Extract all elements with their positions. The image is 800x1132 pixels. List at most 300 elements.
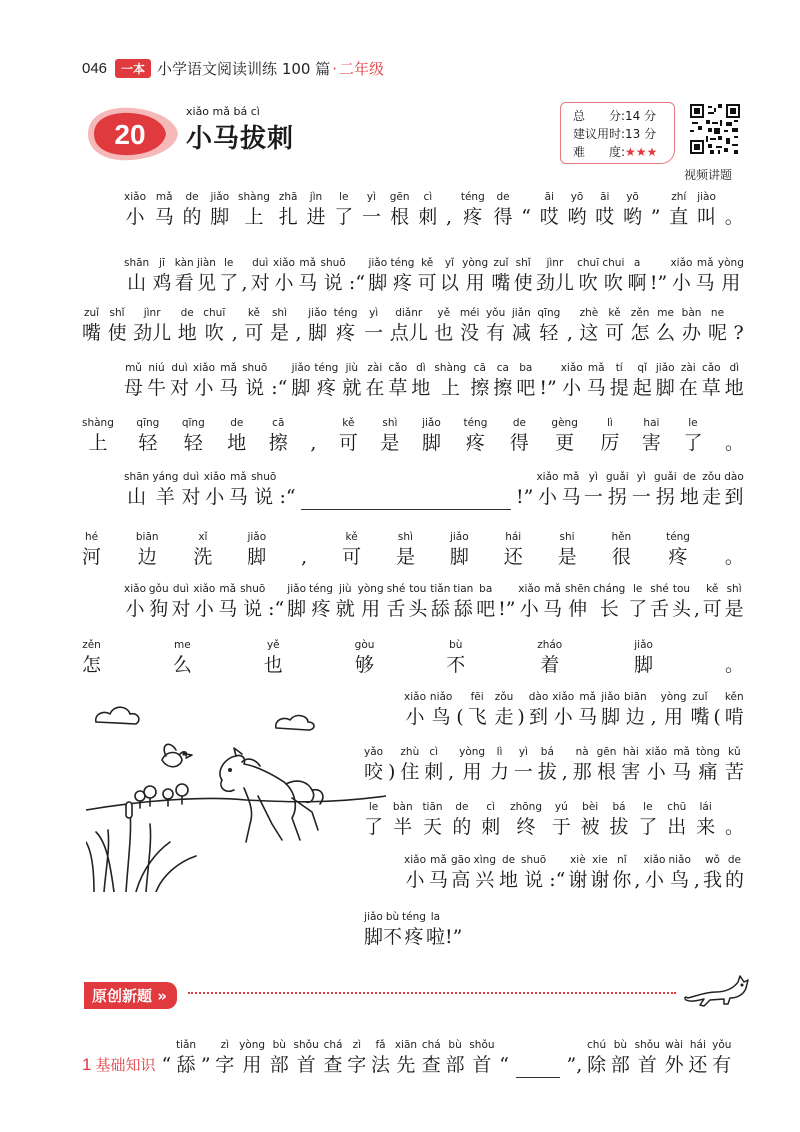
- text-segment: [218, 582, 237, 622]
- pinyin: xìng: [473, 854, 496, 866]
- hanzi: 终: [516, 816, 536, 838]
- hanzi: ): [387, 761, 396, 783]
- text-segment: [301, 530, 307, 570]
- hanzi: ,: [693, 598, 700, 620]
- pinyin: jiǎo: [291, 362, 311, 374]
- text-segment: [364, 306, 383, 346]
- hanzi: 疼: [404, 926, 424, 948]
- text-segment: [490, 745, 509, 785]
- text-segment: [324, 1038, 343, 1078]
- text-segment: [124, 470, 149, 510]
- text-segment: [602, 256, 624, 296]
- text-segment: [342, 530, 361, 570]
- hanzi: 轻: [183, 432, 203, 454]
- text-segment: [517, 690, 524, 730]
- pinyin: yǒu: [485, 307, 506, 319]
- text-segment: [696, 800, 715, 840]
- text-segment: [529, 690, 549, 730]
- hanzi: !”: [444, 926, 463, 948]
- text-segment: [543, 582, 562, 622]
- hanzi: 使: [107, 322, 127, 344]
- text-segment: [680, 470, 699, 510]
- text-segment: [460, 306, 480, 346]
- story-line: [364, 800, 744, 840]
- hanzi: 可: [338, 432, 358, 454]
- pinyin: gēn: [596, 746, 617, 758]
- hanzi: 够: [355, 654, 375, 676]
- pinyin: shān: [124, 257, 150, 269]
- hanzi: 呢: [707, 322, 727, 344]
- text-segment: [238, 190, 270, 230]
- hanzi: “: [499, 1054, 510, 1076]
- text-segment: [175, 256, 194, 296]
- pinyin: yō: [570, 191, 584, 203]
- pinyin: jiù: [345, 362, 359, 374]
- text-segment: [605, 306, 624, 346]
- pinyin: shàng: [82, 417, 114, 429]
- pinyin: zhè: [579, 307, 599, 319]
- pinyin: kě: [342, 417, 355, 429]
- hanzi: 不: [383, 926, 403, 948]
- pinyin: kě: [247, 307, 260, 319]
- pinyin: cā: [473, 362, 486, 374]
- text-segment: [724, 470, 744, 510]
- hanzi: 上: [440, 377, 460, 399]
- text-segment: [152, 256, 171, 296]
- hanzi: ): [517, 706, 525, 728]
- hanzi: 这: [579, 322, 599, 344]
- text-segment: [136, 530, 159, 570]
- text-segment: [624, 690, 647, 730]
- hanzi: 小: [405, 706, 425, 728]
- hanzi: 根: [390, 206, 410, 228]
- hanzi: 字: [215, 1054, 235, 1076]
- pinyin: nǐ: [617, 854, 627, 866]
- text-segment: [734, 306, 744, 346]
- hanzi: 草: [388, 377, 408, 399]
- pinyin: niǎo: [668, 854, 691, 866]
- text-segment: [643, 853, 665, 893]
- pinyin: shēn: [565, 583, 591, 595]
- hanzi: 查: [421, 1054, 441, 1076]
- hanzi: 嘴: [82, 322, 102, 344]
- pinyin: xiè: [570, 854, 586, 866]
- text-segment: [264, 638, 283, 678]
- text-segment: [672, 745, 691, 785]
- pinyin: zài: [367, 362, 383, 374]
- pinyin: téng: [390, 257, 415, 269]
- hanzi: 是: [395, 546, 415, 568]
- pinyin: shi: [559, 531, 575, 543]
- text-segment: [124, 582, 146, 622]
- pinyin: jiǎo: [364, 911, 383, 923]
- grade-separator: ·: [332, 59, 337, 78]
- hanzi: 母: [124, 377, 144, 399]
- series-title: 小学语文阅读训练 100 篇: [157, 60, 331, 78]
- text-segment: [136, 416, 159, 456]
- text-segment: [611, 530, 631, 570]
- pinyin: a: [633, 257, 641, 269]
- hanzi: 没: [460, 322, 480, 344]
- hanzi: 么: [656, 322, 676, 344]
- hanzi: 脚: [364, 926, 384, 948]
- trees: [135, 784, 188, 808]
- pinyin: xie: [592, 854, 608, 866]
- time-label: 建议用时:: [573, 127, 626, 141]
- pinyin: téng: [460, 191, 485, 203]
- pinyin: tí: [615, 362, 623, 374]
- pinyin: chuī: [577, 257, 600, 269]
- hanzi: 脚: [291, 377, 311, 399]
- hanzi: 你: [612, 869, 632, 891]
- hanzi: 地: [177, 322, 197, 344]
- pinyin: chū: [667, 801, 687, 813]
- pinyin: fǎ: [375, 1039, 386, 1051]
- text-segment: [430, 690, 452, 730]
- hanzi: 脚: [601, 706, 621, 728]
- lesson-title: 小马拔刺: [186, 124, 295, 154]
- hanzi: 山: [127, 272, 147, 294]
- text-segment: [494, 190, 513, 230]
- pinyin: bèi: [582, 801, 599, 813]
- hanzi: 直: [669, 206, 689, 228]
- hanzi: 首: [637, 1054, 657, 1076]
- text-segment: [152, 470, 178, 510]
- hanzi: 外: [664, 1054, 684, 1076]
- pinyin: hé: [84, 531, 99, 543]
- text-segment: [170, 361, 189, 401]
- hanzi: 部: [445, 1054, 465, 1076]
- text-segment: [371, 1038, 390, 1078]
- text-segment: [368, 256, 387, 296]
- text-segment: [215, 1038, 234, 1078]
- pinyin: chá: [323, 1039, 343, 1051]
- hanzi: 小: [519, 598, 539, 620]
- hanzi: 啊: [627, 272, 647, 294]
- hanzi: 了: [219, 272, 239, 294]
- text-segment: [450, 530, 469, 570]
- pinyin: yě: [266, 639, 280, 651]
- text-segment: [621, 745, 640, 785]
- pinyin: xǐ: [198, 531, 208, 543]
- qr-code-icon[interactable]: [690, 104, 740, 154]
- hanzi: 提: [609, 377, 629, 399]
- hanzi: 小: [405, 869, 425, 891]
- text-segment: [210, 190, 229, 230]
- text-segment: [611, 1038, 630, 1078]
- hanzi: 有: [712, 1054, 732, 1076]
- pinyin: zhā: [278, 191, 298, 203]
- hanzi: 劲儿: [535, 272, 574, 294]
- text-segment: [294, 1038, 319, 1078]
- text-segment: [124, 190, 146, 230]
- text-segment: [516, 470, 533, 510]
- text-segment: [491, 256, 510, 296]
- text-segment: [182, 470, 201, 510]
- text-segment: [242, 361, 267, 401]
- pinyin: bù: [272, 1039, 286, 1051]
- pinyin: ne: [710, 307, 725, 319]
- hanzi: 的: [724, 869, 744, 891]
- text-segment: [309, 582, 333, 622]
- text-segment: [667, 800, 686, 840]
- text-segment: [108, 306, 127, 346]
- pinyin: āi: [600, 191, 610, 203]
- text-segment: [725, 800, 744, 840]
- pinyin: guǎi: [654, 471, 677, 483]
- pinyin: shuō: [242, 362, 268, 374]
- hanzi: 脚: [308, 322, 328, 344]
- hanzi: 看: [174, 272, 194, 294]
- total-score-label: 总 分:: [573, 109, 626, 123]
- pinyin: shé: [650, 583, 669, 595]
- hanzi: 马: [219, 377, 239, 399]
- text-segment: [632, 470, 651, 510]
- hanzi: 啦: [425, 926, 445, 948]
- pinyin: ba: [479, 583, 493, 595]
- text-segment: [702, 470, 721, 510]
- answer-blank[interactable]: [516, 1055, 560, 1078]
- pinyin: téng: [666, 531, 690, 543]
- text-segment: [430, 582, 450, 622]
- text-segment: [590, 853, 609, 893]
- text-segment: [703, 582, 722, 622]
- hanzi: :“: [348, 272, 366, 294]
- pinyin: xiǎo: [124, 583, 146, 595]
- hanzi: 哎: [539, 206, 559, 228]
- text-segment: [470, 361, 489, 401]
- pinyin: shì: [271, 307, 287, 319]
- hanzi: 是: [724, 598, 744, 620]
- hanzi: 谢: [590, 869, 610, 891]
- text-segment: [176, 1038, 196, 1078]
- hanzi: 疼: [336, 322, 356, 344]
- pinyin: téng: [463, 417, 488, 429]
- hanzi: 地: [724, 377, 744, 399]
- hanzi: 飞: [467, 706, 487, 728]
- text-segment: [386, 582, 405, 622]
- hanzi: 住: [400, 761, 420, 783]
- hanzi: 脚: [247, 546, 267, 568]
- text-segment: [645, 745, 667, 785]
- pinyin: shé: [386, 583, 406, 595]
- text-segment: [82, 530, 101, 570]
- pinyin: duì: [172, 583, 190, 595]
- text-segment: [725, 582, 744, 622]
- text-segment: [279, 190, 298, 230]
- pinyin: xiǎo: [552, 691, 575, 703]
- hanzi: 除: [587, 1054, 607, 1076]
- pinyin: zhōng: [510, 801, 542, 813]
- hanzi: 马: [543, 598, 563, 620]
- hanzi: 舔: [430, 598, 450, 620]
- text-segment: [651, 190, 661, 230]
- text-segment: [402, 910, 426, 950]
- text-segment: [251, 256, 270, 296]
- hanzi: 劲儿: [133, 322, 172, 344]
- text-segment: [400, 745, 419, 785]
- text-segment: [510, 800, 542, 840]
- hanzi: 刺: [424, 761, 444, 783]
- pinyin: mǎ: [230, 471, 247, 483]
- text-segment: [600, 416, 619, 456]
- pinyin: kě: [608, 307, 621, 319]
- hanzi: 草: [701, 377, 721, 399]
- hanzi: 边: [625, 706, 645, 728]
- hanzi: 疼: [668, 546, 688, 568]
- hanzi: 马: [561, 486, 581, 508]
- text-segment: [504, 530, 523, 570]
- pinyin: zhù: [400, 746, 420, 758]
- text-segment: [424, 745, 443, 785]
- pinyin: shān: [124, 471, 150, 483]
- hanzi: 可: [244, 322, 264, 344]
- text-segment: [610, 800, 629, 840]
- text-segment: [232, 306, 238, 346]
- text-segment: [623, 190, 642, 230]
- text-segment: [155, 190, 174, 230]
- hanzi: :“: [279, 486, 296, 508]
- hanzi: 一: [631, 486, 651, 508]
- pinyin: dào: [724, 471, 744, 483]
- text-segment: [273, 256, 295, 296]
- pinyin: niǎo: [429, 691, 453, 703]
- hanzi: 的: [452, 816, 472, 838]
- text-segment: [581, 800, 600, 840]
- hanzi: 哟: [567, 206, 587, 228]
- hanzi: 用: [664, 706, 684, 728]
- hanzi: 上: [244, 206, 264, 228]
- text-segment: [510, 416, 529, 456]
- text-segment: [342, 361, 361, 401]
- text-segment: [595, 190, 614, 230]
- pinyin: méi: [459, 307, 480, 319]
- pinyin: zǒu: [494, 691, 514, 703]
- hanzi: ,: [448, 761, 455, 783]
- hanzi: 部: [269, 1054, 289, 1076]
- text-segment: [446, 190, 452, 230]
- hanzi: 着: [540, 654, 560, 676]
- story-line: [124, 470, 744, 510]
- hanzi: 根: [597, 761, 617, 783]
- pinyin: jiǎn: [511, 307, 531, 319]
- hanzi: 。: [724, 206, 744, 228]
- text-segment: [133, 306, 171, 346]
- pinyin: ba: [519, 362, 533, 374]
- text-segment: [679, 361, 698, 401]
- text-segment: [610, 361, 629, 401]
- text-segment: [521, 190, 531, 230]
- pinyin: xiǎo: [560, 362, 583, 374]
- pinyin: le: [368, 801, 379, 813]
- pinyin: shǐ: [515, 257, 531, 269]
- hanzi: ,: [241, 272, 248, 294]
- hanzi: 厉: [600, 432, 620, 454]
- hanzi: 于: [551, 816, 571, 838]
- hanzi: 一: [361, 206, 381, 228]
- pinyin: shì: [382, 417, 398, 429]
- pinyin: dì: [416, 362, 426, 374]
- hanzi: 对: [170, 377, 190, 399]
- pinyin: de: [512, 417, 526, 429]
- story-line: [404, 853, 744, 893]
- text-segment: [638, 800, 657, 840]
- section-original-new-questions: [84, 982, 177, 1009]
- hanzi: 疼: [316, 377, 336, 399]
- difficulty-stars: ★★★: [625, 145, 658, 159]
- hanzi: 羊: [155, 486, 175, 508]
- text-segment: [418, 190, 437, 230]
- pinyin: bàn: [681, 307, 702, 319]
- hanzi: 么: [172, 654, 192, 676]
- text-segment: [631, 306, 650, 346]
- hanzi: 怎: [630, 322, 650, 344]
- text-segment: [561, 361, 583, 401]
- pinyin: jiǎo: [449, 531, 469, 543]
- text-segment: [549, 853, 565, 893]
- text-segment: [336, 582, 355, 622]
- answer-blank[interactable]: [301, 487, 511, 510]
- text-segment: [362, 190, 381, 230]
- hanzi: 出: [667, 816, 687, 838]
- text-segment: [540, 190, 559, 230]
- page-header: [82, 58, 384, 79]
- pinyin: jiǎo: [287, 583, 306, 595]
- text-segment: [271, 361, 287, 401]
- horse-illustration: [86, 692, 386, 892]
- hanzi: 疼: [311, 598, 331, 620]
- title-pinyin: xiǎo mǎ bá cì: [186, 105, 260, 118]
- pinyin: chú: [587, 1039, 607, 1051]
- pinyin: jiǎo: [601, 691, 620, 703]
- pinyin: bù: [449, 639, 463, 651]
- text-segment: [469, 1038, 494, 1078]
- text-segment: [383, 910, 402, 950]
- text-segment: [476, 582, 495, 622]
- text-segment: [514, 1041, 562, 1078]
- pinyin: mǎ: [299, 257, 317, 269]
- total-score-value: 14 分: [625, 109, 657, 123]
- hanzi: 更: [555, 432, 575, 454]
- text-segment: [204, 470, 226, 510]
- text-segment: [388, 745, 395, 785]
- hanzi: :“: [268, 598, 285, 620]
- pinyin: jiào: [697, 191, 716, 203]
- text-segment: [499, 853, 518, 893]
- text-segment: [606, 470, 629, 510]
- hanzi: ,: [231, 322, 238, 344]
- hanzi: 擦: [268, 432, 288, 454]
- hanzi: 一: [513, 761, 533, 783]
- text-segment: [171, 582, 190, 622]
- text-segment: [669, 190, 688, 230]
- hanzi: 狗: [149, 598, 169, 620]
- hanzi: 对: [171, 598, 191, 620]
- pinyin: yǎo: [364, 746, 384, 758]
- hanzi: ”: [200, 1054, 211, 1076]
- hanzi: 小: [194, 377, 214, 399]
- hanzi: ,: [295, 322, 302, 344]
- pinyin: xiǎo: [203, 471, 226, 483]
- text-segment: [82, 306, 101, 346]
- pinyin: jìn: [309, 191, 323, 203]
- pinyin: yì: [366, 191, 377, 203]
- hanzi: 脚: [368, 272, 388, 294]
- hanzi: 可: [417, 272, 437, 294]
- hanzi: “: [161, 1054, 172, 1076]
- hanzi: 不: [446, 654, 466, 676]
- reeds: [86, 802, 196, 892]
